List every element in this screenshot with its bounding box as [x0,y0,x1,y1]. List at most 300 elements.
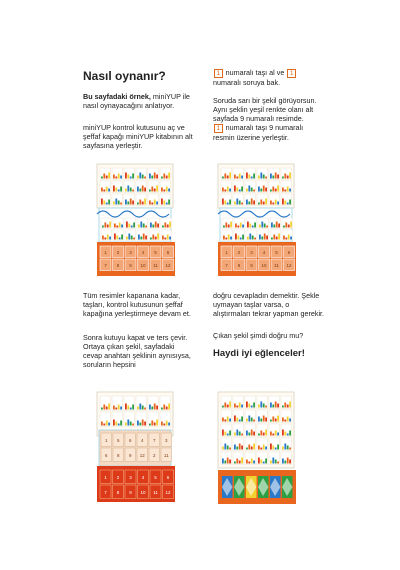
mini-bar [224,461,226,464]
mini-bar [144,422,146,426]
mini-bar [223,226,225,228]
mini-bar [126,222,128,228]
mini-bar [284,432,286,436]
mini-bar [265,177,267,179]
mini-bar [157,224,159,228]
mini-bar [161,408,163,410]
mini-bar [248,186,250,192]
mini-bar [275,460,277,464]
mini-bar [278,224,280,228]
mini-bar [270,174,272,179]
mini-bar [106,176,108,179]
mini-bar [154,200,156,205]
mini-bar [118,190,120,192]
mini-bar [151,176,153,179]
mini-bar [227,458,229,464]
mini-bar [121,235,123,240]
mini-bar [241,405,243,408]
mini-bar [229,200,231,205]
mini-bar [225,238,227,240]
mini-bar [254,223,256,228]
mini-bar [251,199,253,205]
mini-bar [227,434,229,436]
mini-bar [287,405,289,408]
mini-bar [152,235,154,240]
mini-bar [282,199,284,205]
mini-bar [248,416,250,422]
mini-bar [251,177,253,179]
mini-bar [288,225,290,228]
mini-bar [253,403,255,408]
mini-bar [126,237,128,240]
mini-bar [163,174,165,179]
mini-bar [277,462,279,464]
mini-bar [251,430,253,436]
mini-bar [289,431,291,436]
mini-bar [248,404,250,408]
mini-bar [272,434,274,436]
mini-bar [284,174,286,179]
mini-bar [128,224,130,228]
mini-bar [228,225,230,228]
mini-bar [234,416,236,422]
mini-bar [252,236,254,240]
mini-bar [235,234,237,240]
mini-bar [236,199,238,205]
mini-bar [137,421,139,426]
tile-label: 11 [153,490,158,495]
mini-bar [132,405,134,410]
mini-bar [101,408,103,410]
question-number-badge: 1 [287,69,296,78]
mini-bar [282,459,284,464]
tile-label: 2 [116,250,120,255]
mini-bar [229,402,231,408]
mini-bar [144,408,146,410]
mini-bar [239,420,241,422]
mini-bar [227,187,229,192]
mini-bar [237,236,239,240]
mini-bar [114,234,116,240]
mini-bar [241,417,243,422]
mini-bar [149,190,151,192]
mini-bar [258,203,260,205]
tile-label: 2 [152,453,156,458]
mini-bar [289,402,291,408]
mini-bar [284,403,286,408]
tile-label: 1 [225,250,228,255]
mini-bar [270,461,272,464]
mini-bar [151,421,153,426]
mini-bar [127,175,129,179]
mini-bar [139,423,141,426]
mini-bar [130,199,132,205]
mini-bar [152,225,154,228]
have-fun-line: Haydi iyi eğlenceler! [213,348,305,359]
mini-bar [151,187,153,192]
mini-bar [247,222,249,228]
mini-bar [131,236,133,240]
mini-bar [261,222,263,228]
mini-bar [289,189,291,192]
tile-label: 9 [129,263,132,268]
mini-bar [115,177,117,179]
mini-bar [106,203,108,205]
tile-label: 9 [129,490,132,495]
mini-bar [113,186,115,192]
mini-bar [287,434,289,436]
continue-paragraph: Tüm resimler kapanana kadar, taşları, kontrol kutusunun şeffaf kapağına yerleştirmeye devam et. [83,291,191,318]
mini-bar [271,238,273,240]
tile-label: 3 [164,438,168,443]
mini-bar [101,188,103,192]
mini-bar [133,223,135,228]
illustration-step-4 [216,390,306,510]
mini-bar [253,461,255,464]
mini-bar [251,459,253,464]
mini-bar [227,417,229,422]
place-tile-paragraph [213,123,323,142]
intro-rest: miniYUP ile nasıl oynayacağını anlatıyor. [83,92,190,110]
mini-bar [272,176,274,179]
mini-bar [234,404,236,408]
mini-bar [224,403,226,408]
mini-bar [118,201,120,205]
tile-label: 11 [163,453,169,458]
mini-bar [234,445,236,450]
tile-label: 9 [128,453,132,458]
mini-bar [229,189,231,192]
mini-bar [138,235,140,240]
mini-bar [254,238,256,240]
mini-bar [246,200,248,205]
tile-label: 3 [129,250,132,255]
mini-bar [241,458,243,464]
mini-bar [132,190,134,192]
mini-bar [130,177,132,179]
mini-bar [236,188,238,192]
mini-bar [133,238,135,240]
intro-bold: Bu sayfadaki örnek, [83,92,151,101]
mini-bar [248,445,250,450]
mini-bar [284,201,286,205]
mini-bar [154,404,156,410]
mini-bar [168,200,170,205]
mini-bar [270,190,272,192]
mini-bar [264,234,266,240]
mini-bar [258,176,260,179]
mini-bar [115,408,117,410]
mini-bar [103,201,105,205]
mini-bar [142,420,144,426]
mini-bar [168,189,170,192]
mini-bar [106,187,108,192]
tile-label: 4 [262,250,266,255]
mini-bar [282,418,284,422]
mini-bar [227,176,229,179]
tile-label: 4 [140,438,144,443]
tile-label: 6 [287,250,291,255]
tile-label: 1 [104,438,108,443]
mini-bar [275,189,277,192]
mini-bar [104,223,106,228]
mini-bar [120,421,122,426]
mini-bar [103,174,105,179]
tile-label: 7 [104,490,107,495]
mini-bar [108,189,110,192]
check-question: Çıkan şekil şimdi doğru mu? [213,331,304,340]
mini-bar [168,404,170,410]
mini-bar [266,236,268,240]
mini-bar [161,177,163,179]
mini-bar [161,422,163,426]
page-title: Nasıl oynanır? [83,69,166,83]
tile-label: 2 [237,250,241,255]
mini-bar [259,225,261,228]
mini-bar [103,424,105,426]
mini-bar [234,433,236,436]
mini-bar [251,418,253,422]
mini-bar [138,225,140,228]
mini-bar [224,420,226,422]
mini-bar [239,461,241,464]
mini-bar [155,222,157,228]
mini-bar [234,462,236,464]
mini-bar [248,175,250,179]
mini-bar [287,446,289,450]
mini-bar [263,175,265,179]
mini-bar [289,173,291,179]
mini-bar [239,201,241,205]
mini-bar [144,188,146,192]
mini-bar [265,418,267,422]
mini-bar [137,187,139,192]
mini-bar [253,444,255,450]
mini-bar [265,199,267,205]
mini-bar [236,459,238,464]
mini-bar [258,434,260,436]
mini-bar [137,407,139,410]
mini-bar [240,238,242,240]
mini-bar [108,173,110,179]
mini-bar [289,460,291,464]
mini-bar [125,423,127,426]
mini-bar [132,201,134,205]
mini-bar [228,235,230,240]
mini-bar [249,224,251,228]
mini-bar [224,432,226,436]
mini-bar [149,405,151,410]
mini-bar [102,236,104,240]
mini-bar [108,200,110,205]
illustration-step-3 [95,390,185,510]
mini-bar [156,175,158,179]
mini-bar [287,176,289,179]
mini-bar [287,417,289,422]
tile-label: 6 [128,438,132,443]
mini-bar [107,225,109,228]
mini-bar [235,224,237,228]
mini-bar [272,417,274,422]
mini-bar [156,406,158,410]
mini-bar [227,446,229,450]
mini-bar [282,406,284,408]
tile-label: 5 [154,475,157,480]
mini-bar [283,226,285,228]
mini-bar [242,225,244,228]
mini-bar [246,431,248,436]
tile-label: 11 [153,263,158,268]
mini-bar [149,424,151,426]
mini-bar [119,223,121,228]
mini-bar [246,460,248,464]
mini-bar [107,235,109,240]
mini-bar [275,200,277,205]
mini-bar [113,420,115,426]
mini-bar [118,424,120,426]
mini-bar [224,201,226,205]
mini-bar [272,187,274,192]
mini-bar [287,458,289,464]
mini-bar [101,177,103,179]
mini-bar [239,190,241,192]
mini-bar [143,224,145,228]
mini-bar [272,405,274,408]
mini-bar [251,406,253,408]
mini-bar [116,226,118,228]
mini-bar [144,177,146,179]
mini-bar [151,203,153,205]
yellow-shape-paragraph: Soruda sarı bir şekil görüyorsun. Aynı şeklin yeşil renkte olanı alt sayfada 9 numaralı resimde. [213,96,317,123]
mini-bar [142,186,144,192]
mini-bar [225,223,227,228]
mini-bar [284,420,286,422]
mini-bar [163,405,165,410]
mini-bar [118,405,120,410]
mini-bar [125,173,127,179]
tile-label: 12 [286,263,292,268]
tile-label: 12 [165,263,171,268]
mini-bar [120,407,122,410]
tile-label: 5 [275,250,278,255]
mini-bar [101,422,103,426]
mini-bar [241,176,243,179]
mini-bar [127,406,129,410]
mini-bar [127,420,129,426]
mini-bar [139,173,141,179]
mini-bar [108,404,110,410]
mini-bar [121,225,123,228]
mini-bar [275,448,277,450]
mini-bar [156,202,158,205]
mini-bar [131,226,133,228]
mini-bar [169,222,171,228]
tile-label: 4 [141,250,145,255]
mini-bar [234,175,236,179]
mini-bar [139,189,141,192]
mini-bar [164,223,166,228]
mini-bar [144,199,146,205]
mini-bar [237,226,239,228]
mini-bar [150,238,152,240]
mini-bar [290,237,292,240]
mini-bar [132,424,134,426]
mini-bar [168,423,170,426]
mini-bar [125,200,127,205]
mini-bar [109,222,111,228]
mini-bar [241,203,243,205]
mini-bar [275,173,277,179]
tile-label: 5 [154,250,157,255]
mini-bar [113,175,115,179]
mini-bar [120,203,122,205]
mini-bar [120,176,122,179]
tile-label: 10 [140,263,146,268]
mini-bar [246,419,248,422]
mini-bar [248,462,250,464]
mini-bar [222,177,224,179]
mini-bar [154,173,156,179]
mini-bar [125,404,127,410]
mini-bar [251,447,253,450]
mini-bar [101,199,103,205]
tile-label: 10 [261,263,267,268]
mini-bar [224,444,226,450]
mini-bar [282,447,284,450]
mini-bar [272,458,274,464]
mini-bar [130,188,132,192]
tile-label: 8 [116,490,120,495]
mini-bar [277,404,279,408]
tile-label: 6 [166,475,170,480]
tile-label: 7 [152,438,156,443]
illustration-step-1 [95,162,185,282]
mini-bar [234,202,236,205]
mini-bar [285,223,287,228]
mini-bar [289,200,291,205]
mini-bar [277,433,279,436]
mini-bar [277,416,279,422]
mini-bar [143,234,145,240]
mini-bar [249,234,251,240]
mini-bar [239,444,241,450]
mini-bar [270,444,272,450]
mini-bar [109,237,111,240]
mini-bar [229,173,231,179]
mini-bar [224,190,226,192]
mini-bar [258,446,260,450]
mini-bar [119,238,121,240]
mini-bar [102,226,104,228]
mini-bar [260,173,262,179]
mini-bar [289,448,291,450]
mini-bar [149,174,151,179]
mini-bar [127,186,129,192]
tile-label: 5 [116,438,120,443]
mini-bar [157,234,159,240]
mini-bar [166,176,168,179]
tile-label: 1 [104,250,107,255]
tile-label: 2 [116,475,120,480]
mini-bar [162,226,164,228]
mini-bar [260,460,262,464]
tile-label: 9 [250,263,253,268]
mini-bar [273,225,275,228]
mini-bar [248,202,250,205]
mini-bar [282,188,284,192]
mini-bar [263,202,265,205]
mini-bar [118,174,120,179]
